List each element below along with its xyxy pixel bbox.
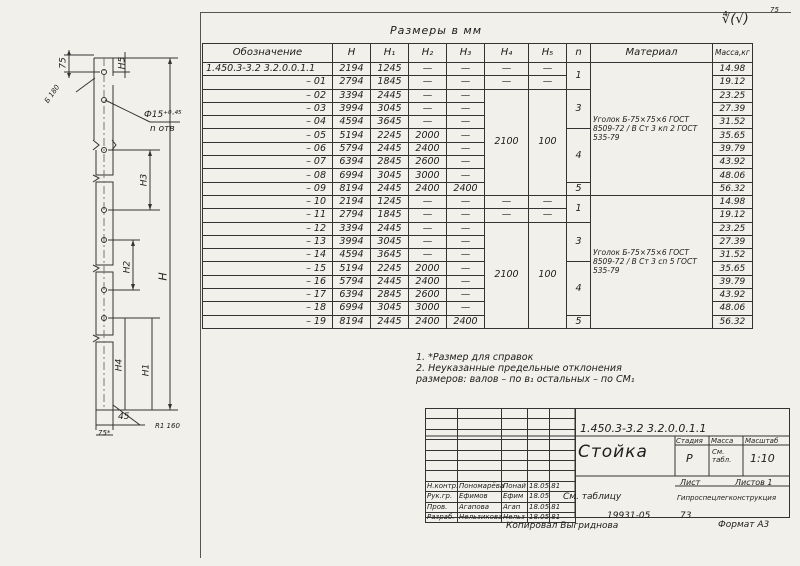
cell-h1: 2445 — [371, 89, 409, 102]
signature-row — [426, 502, 576, 512]
cell-designation: – 04 — [203, 116, 333, 129]
sign-date: 18.05.81 — [529, 502, 561, 511]
cell-n: 5 — [567, 182, 591, 195]
cell-designation: – 13 — [203, 235, 333, 248]
cell-h3: — — [447, 275, 485, 288]
cell-h1: 3045 — [371, 102, 409, 115]
signature: Ефим — [502, 492, 528, 502]
cell-designation: 1.450.3-3.2 3.2.0.0.1.1 — [203, 63, 333, 76]
part-name: Стойка — [578, 442, 648, 462]
cell-h3: — — [447, 76, 485, 89]
cell-n: 1 — [567, 63, 591, 90]
cell-material: Уголок Б-75×75×6 ГОСТ 8509-72 / В Ст 3 сп 5 ГОСТ 535-79 — [591, 195, 713, 328]
col-h3: H₃ — [447, 44, 485, 63]
cell-h3: — — [447, 129, 485, 142]
cell-h5: 100 — [529, 222, 567, 328]
cell-h: 2794 — [333, 76, 371, 89]
cell-h1: 2245 — [371, 262, 409, 275]
cell-h2: — — [409, 76, 447, 89]
col-h: H — [333, 44, 371, 63]
scale-header: Масштаб — [745, 437, 779, 445]
cell-h3: — — [447, 63, 485, 76]
cell-designation: – 07 — [203, 156, 333, 169]
cell-h: 5194 — [333, 129, 371, 142]
cell-h3: — — [447, 262, 485, 275]
cell-h1: 3645 — [371, 249, 409, 262]
cell-h4: — — [485, 209, 529, 222]
signature: Нельз — [502, 512, 528, 522]
cell-h1: 1845 — [371, 76, 409, 89]
cell-h2: 3000 — [409, 302, 447, 315]
cell-designation: – 12 — [203, 222, 333, 235]
cell-h3: — — [447, 142, 485, 155]
cell-h3: — — [447, 89, 485, 102]
cell-h2: 3000 — [409, 169, 447, 182]
note-line-1: 1. *Размер для справок — [416, 352, 534, 363]
cell-h2: 2000 — [409, 129, 447, 142]
cell-h2: 2400 — [409, 142, 447, 155]
cell-mass: 35.65 — [713, 262, 753, 275]
cell-h: 6994 — [333, 169, 371, 182]
cell-h3: — — [447, 249, 485, 262]
dim-h3: H3 — [139, 173, 150, 187]
cell-designation: – 03 — [203, 102, 333, 115]
cell-h1: 3045 — [371, 302, 409, 315]
archive-number: 19931-05 — [607, 511, 651, 521]
cell-h: 5794 — [333, 275, 371, 288]
cell-h2: — — [409, 222, 447, 235]
hole-diameter-note: Ф15⁺⁰·⁴⁵ — [144, 110, 182, 120]
cell-mass: 43.92 — [713, 289, 753, 302]
cell-mass: 27.39 — [713, 235, 753, 248]
dim-75-top: 75 — [58, 57, 69, 69]
cell-h2: 2400 — [409, 182, 447, 195]
cell-h3: — — [447, 156, 485, 169]
cell-h: 6394 — [333, 156, 371, 169]
col-designation: Обозначение — [203, 44, 333, 63]
cell-designation: – 14 — [203, 249, 333, 262]
cell-mass: 23.25 — [713, 89, 753, 102]
cell-designation: – 01 — [203, 76, 333, 89]
paper-format: Формат А3 — [718, 520, 770, 530]
stage-header: Стадия — [676, 437, 703, 445]
cell-h: 3994 — [333, 235, 371, 248]
copied-by: Копировал Выгриднова — [506, 521, 619, 531]
cell-h2: — — [409, 195, 447, 208]
cell-h2: — — [409, 89, 447, 102]
cell-h1: 2445 — [371, 182, 409, 195]
cell-h5: 100 — [529, 89, 567, 195]
cell-mass: 27.39 — [713, 102, 753, 115]
organization: Гипроспецлегконструкция — [677, 494, 777, 502]
cell-h3: — — [447, 235, 485, 248]
title-block-grid — [425, 408, 576, 523]
table-header-row — [203, 44, 753, 63]
sign-date: 18.05.81 — [529, 481, 561, 490]
cell-designation: – 17 — [203, 289, 333, 302]
role: Пров. — [426, 502, 458, 512]
cell-h: 2794 — [333, 209, 371, 222]
cell-h4: — — [485, 195, 529, 208]
cell-designation: – 18 — [203, 302, 333, 315]
cell-h4: — — [485, 63, 529, 76]
cell-mass: 39.79 — [713, 275, 753, 288]
cell-h4: 2100 — [485, 89, 529, 195]
cell-h1: 2845 — [371, 156, 409, 169]
cell-designation: – 16 — [203, 275, 333, 288]
cell-h3: — — [447, 195, 485, 208]
note-line-3: размеров: валов – по в₁ остальных – по СМ₁ — [416, 374, 635, 385]
cell-h2: 2000 — [409, 262, 447, 275]
cell-h5: — — [529, 195, 567, 208]
page-mark: 75 — [770, 6, 779, 14]
cell-h5: — — [529, 76, 567, 89]
signature: Понай — [503, 481, 526, 490]
cell-h3: — — [447, 289, 485, 302]
cell-mass: 14.98 — [713, 195, 753, 208]
cell-h4: 2100 — [485, 222, 529, 328]
dim-b180: Б 180 — [43, 83, 62, 105]
cell-h1: 3645 — [371, 116, 409, 129]
cell-h: 3394 — [333, 89, 371, 102]
cell-h3: — — [447, 302, 485, 315]
cell-h: 5194 — [333, 262, 371, 275]
cell-mass: 19.12 — [713, 209, 753, 222]
angle-post-sketch — [0, 0, 200, 566]
cell-designation: – 19 — [203, 315, 333, 328]
mass-value: См. табл. — [712, 448, 732, 464]
cell-h2: 2600 — [409, 156, 447, 169]
cell-h2: — — [409, 209, 447, 222]
cell-h2: — — [409, 249, 447, 262]
person-name: Агапова — [458, 502, 502, 512]
sheet-label: Лист — [680, 478, 701, 487]
cell-designation: – 15 — [203, 262, 333, 275]
person-name: Ефимов — [458, 492, 502, 502]
cell-mass: 23.25 — [713, 222, 753, 235]
hole-count-note: n отв — [150, 124, 175, 134]
material-reference: См. таблицу — [563, 492, 622, 502]
cell-h: 8194 — [333, 182, 371, 195]
col-n: n — [567, 44, 591, 63]
stage-value: Р — [686, 452, 693, 465]
cell-n: 4 — [567, 129, 591, 182]
cell-h3: — — [447, 169, 485, 182]
cell-h1: 1845 — [371, 209, 409, 222]
dimensions-table — [202, 43, 753, 329]
cell-h1: 1245 — [371, 63, 409, 76]
person-name: Нельзикова — [459, 513, 503, 522]
cell-h: 2194 — [333, 63, 371, 76]
cell-h: 6994 — [333, 302, 371, 315]
role: Разраб. — [426, 512, 458, 522]
cell-n: 1 — [567, 195, 591, 222]
cell-h4: — — [485, 76, 529, 89]
document-code: 1.450.3-3.2 3.2.0.0.1.1 — [580, 422, 707, 435]
cell-designation: – 10 — [203, 195, 333, 208]
cell-h: 6394 — [333, 289, 371, 302]
cell-designation: – 08 — [203, 169, 333, 182]
archive-extra: 73 — [680, 511, 692, 521]
cell-h5: — — [529, 63, 567, 76]
cell-mass: 39.79 — [713, 142, 753, 155]
cell-h2: — — [409, 116, 447, 129]
cell-n: 4 — [567, 262, 591, 315]
cell-h1: 2845 — [371, 289, 409, 302]
cell-h3: 2400 — [447, 182, 485, 195]
dimensions-unit-title: Размеры в мм — [390, 24, 483, 37]
cell-n: 5 — [567, 315, 591, 328]
cell-h3: — — [447, 102, 485, 115]
cell-h2: — — [409, 63, 447, 76]
cell-h: 5794 — [333, 142, 371, 155]
cell-h1: 3045 — [371, 235, 409, 248]
dim-h4: H4 — [114, 358, 125, 372]
cell-h1: 2445 — [371, 222, 409, 235]
cell-h2: — — [409, 235, 447, 248]
cell-designation: – 06 — [203, 142, 333, 155]
cell-h2: 2400 — [409, 315, 447, 328]
cell-h1: 2445 — [371, 275, 409, 288]
cell-h5: — — [529, 209, 567, 222]
sign-date: 18.05 — [529, 492, 550, 501]
cell-h3: — — [447, 209, 485, 222]
signature: Агап — [502, 502, 528, 512]
cell-h1: 2245 — [371, 129, 409, 142]
sign-date: 18.05.81 — [529, 513, 561, 522]
cell-h: 8194 — [333, 315, 371, 328]
cell-mass: 56.32 — [713, 182, 753, 195]
role: Рук.гр. — [426, 492, 458, 502]
signature-row — [426, 492, 576, 502]
col-h1: H₁ — [371, 44, 409, 63]
cell-h2: — — [409, 102, 447, 115]
cell-h: 3994 — [333, 102, 371, 115]
dim-h2: H2 — [122, 260, 133, 274]
signature-row — [426, 481, 576, 491]
scale-value: 1:10 — [750, 452, 775, 465]
cell-mass: 43.92 — [713, 156, 753, 169]
table-row — [203, 195, 753, 208]
dim-h5: H5 — [117, 56, 128, 70]
cell-h2: 2600 — [409, 289, 447, 302]
note-line-2: 2. Неуказанные предельные отклонения — [416, 363, 622, 374]
cell-h: 4594 — [333, 249, 371, 262]
cell-designation: – 11 — [203, 209, 333, 222]
cell-n: 3 — [567, 222, 591, 262]
mass-header: Масса — [711, 437, 734, 445]
cell-mass: 31.52 — [713, 249, 753, 262]
col-material: Материал — [591, 44, 713, 63]
cell-designation: – 02 — [203, 89, 333, 102]
cell-material: Уголок Б-75×75×6 ГОСТ 8509-72 / В Ст 3 кп 2 ГОСТ 535-79 — [591, 63, 713, 196]
role: Н.контр. — [427, 481, 459, 490]
table-row — [203, 63, 753, 76]
cell-h1: 1245 — [371, 195, 409, 208]
dim-45: 45 — [118, 412, 130, 422]
dim-75-bottom: 75* — [98, 429, 111, 437]
person-name: Пономарёва — [459, 481, 505, 490]
dim-radius: R1 160 — [155, 422, 180, 430]
cell-designation: – 09 — [203, 182, 333, 195]
cell-mass: 31.52 — [713, 116, 753, 129]
cell-h1: 2445 — [371, 315, 409, 328]
cell-mass: 35.65 — [713, 129, 753, 142]
cell-mass: 56.32 — [713, 315, 753, 328]
dim-h: H — [156, 272, 170, 281]
cell-h: 2194 — [333, 195, 371, 208]
cell-h1: 2445 — [371, 142, 409, 155]
cell-designation: – 05 — [203, 129, 333, 142]
col-h5: H₅ — [529, 44, 567, 63]
notes-block — [416, 352, 635, 385]
cell-mass: 48.06 — [713, 302, 753, 315]
cell-h3: — — [447, 116, 485, 129]
sheets-count: Листов 1 — [735, 478, 773, 487]
dim-h1: H1 — [141, 363, 152, 377]
col-mass: Масса,кг — [713, 44, 753, 63]
cell-h: 4594 — [333, 116, 371, 129]
surface-roughness-mark: ∜(√) — [722, 12, 749, 27]
col-h4: H₄ — [485, 44, 529, 63]
cell-mass: 19.12 — [713, 76, 753, 89]
cell-h: 3394 — [333, 222, 371, 235]
cell-mass: 14.98 — [713, 63, 753, 76]
cell-h3: — — [447, 222, 485, 235]
cell-h2: 2400 — [409, 275, 447, 288]
cell-n: 3 — [567, 89, 591, 129]
col-h2: H₂ — [409, 44, 447, 63]
cell-mass: 48.06 — [713, 169, 753, 182]
cell-h1: 3045 — [371, 169, 409, 182]
cell-h3: 2400 — [447, 315, 485, 328]
